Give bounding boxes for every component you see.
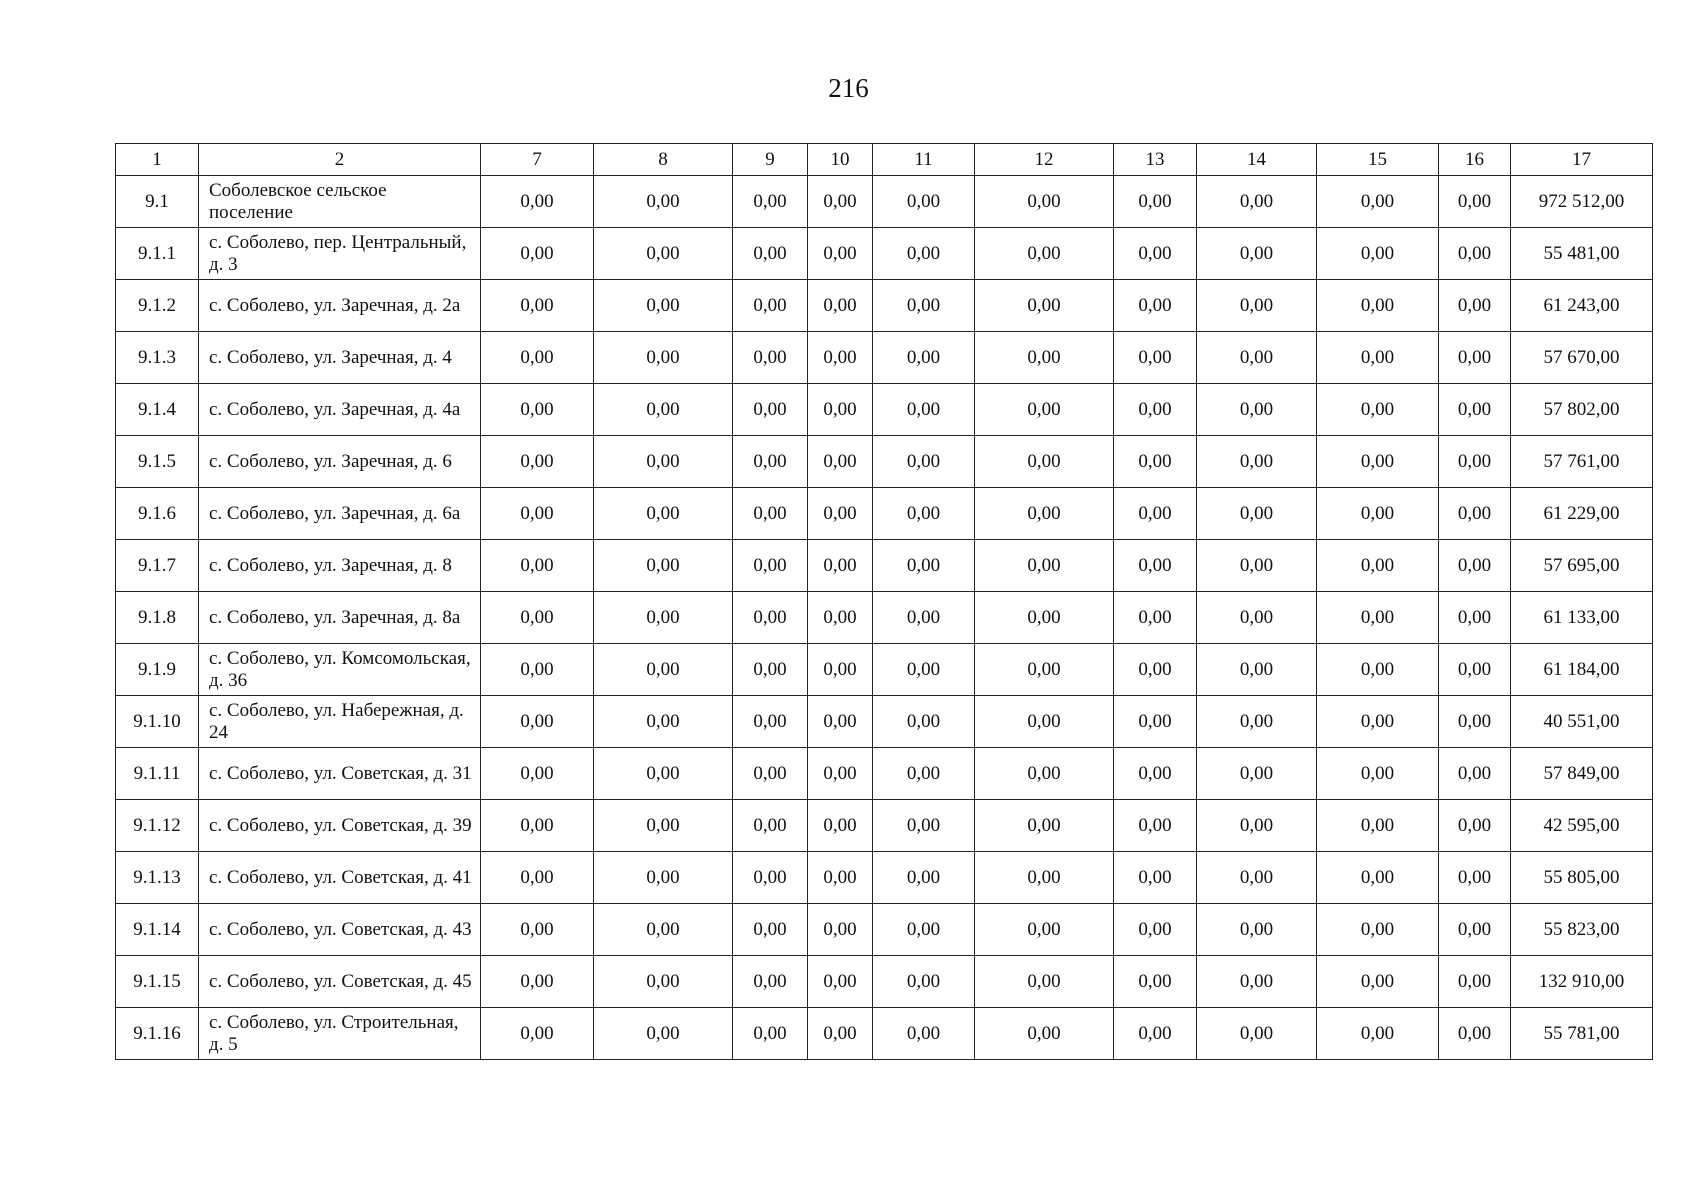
value-cell: 0,00: [481, 384, 594, 436]
value-cell: 0,00: [1439, 800, 1511, 852]
table-row: [116, 956, 1653, 1008]
value-cell: 0,00: [873, 1008, 975, 1060]
value-cell: 0,00: [1439, 280, 1511, 332]
value-cell: 0,00: [733, 540, 808, 592]
column-header: 13: [1114, 144, 1197, 176]
address-cell: с. Соболево, ул. Советская, д. 41: [199, 852, 481, 904]
value-cell: 0,00: [1317, 332, 1439, 384]
total-cell: 57 849,00: [1511, 748, 1653, 800]
value-cell: 0,00: [808, 384, 873, 436]
value-cell: 0,00: [1114, 280, 1197, 332]
value-cell: 0,00: [1197, 644, 1317, 696]
value-cell: 0,00: [481, 644, 594, 696]
table-row: [116, 488, 1653, 540]
value-cell: 0,00: [1317, 644, 1439, 696]
total-cell: 40 551,00: [1511, 696, 1653, 748]
table-row: [116, 852, 1653, 904]
total-cell: 55 823,00: [1511, 904, 1653, 956]
value-cell: 0,00: [1197, 748, 1317, 800]
value-cell: 0,00: [975, 748, 1114, 800]
row-number-cell: 9.1.6: [116, 488, 199, 540]
value-cell: 0,00: [808, 280, 873, 332]
column-header: 10: [808, 144, 873, 176]
value-cell: 0,00: [1317, 540, 1439, 592]
page-number: 216: [828, 73, 869, 103]
value-cell: 0,00: [1114, 384, 1197, 436]
value-cell: 0,00: [481, 540, 594, 592]
value-cell: 0,00: [1439, 696, 1511, 748]
table-header: [116, 144, 1653, 176]
table-row: [116, 540, 1653, 592]
total-cell: 61 184,00: [1511, 644, 1653, 696]
value-cell: 0,00: [1317, 904, 1439, 956]
value-cell: 0,00: [975, 540, 1114, 592]
row-number-cell: 9.1.10: [116, 696, 199, 748]
column-header: 11: [873, 144, 975, 176]
value-cell: 0,00: [1197, 696, 1317, 748]
value-cell: 0,00: [1114, 904, 1197, 956]
value-cell: 0,00: [1197, 800, 1317, 852]
total-cell: 972 512,00: [1511, 176, 1653, 228]
data-table: [115, 143, 1653, 1060]
value-cell: 0,00: [873, 592, 975, 644]
total-cell: 57 670,00: [1511, 332, 1653, 384]
value-cell: 0,00: [808, 436, 873, 488]
value-cell: 0,00: [1114, 800, 1197, 852]
column-header: 7: [481, 144, 594, 176]
table-row: [116, 644, 1653, 696]
column-header: 9: [733, 144, 808, 176]
value-cell: 0,00: [808, 592, 873, 644]
address-cell: с. Соболево, ул. Советская, д. 31: [199, 748, 481, 800]
total-cell: 55 481,00: [1511, 228, 1653, 280]
column-header: 14: [1197, 144, 1317, 176]
row-number-cell: 9.1.13: [116, 852, 199, 904]
row-number-cell: 9.1.8: [116, 592, 199, 644]
value-cell: 0,00: [733, 1008, 808, 1060]
row-number-cell: 9.1.4: [116, 384, 199, 436]
value-cell: 0,00: [1197, 176, 1317, 228]
value-cell: 0,00: [481, 852, 594, 904]
value-cell: 0,00: [594, 956, 733, 1008]
value-cell: 0,00: [808, 956, 873, 1008]
address-cell: с. Соболево, ул. Заречная, д. 4: [199, 332, 481, 384]
address-cell: с. Соболево, ул. Заречная, д. 6: [199, 436, 481, 488]
value-cell: 0,00: [808, 696, 873, 748]
total-cell: 57 695,00: [1511, 540, 1653, 592]
value-cell: 0,00: [1317, 696, 1439, 748]
value-cell: 0,00: [1439, 540, 1511, 592]
value-cell: 0,00: [1439, 436, 1511, 488]
address-cell: с. Соболево, ул. Заречная, д. 6а: [199, 488, 481, 540]
column-header: 8: [594, 144, 733, 176]
value-cell: 0,00: [975, 644, 1114, 696]
value-cell: 0,00: [1197, 488, 1317, 540]
value-cell: 0,00: [873, 800, 975, 852]
value-cell: 0,00: [594, 384, 733, 436]
address-cell: с. Соболево, ул. Заречная, д. 4а: [199, 384, 481, 436]
value-cell: 0,00: [1317, 436, 1439, 488]
value-cell: 0,00: [1114, 488, 1197, 540]
value-cell: 0,00: [594, 644, 733, 696]
value-cell: 0,00: [808, 644, 873, 696]
table-row: [116, 280, 1653, 332]
value-cell: 0,00: [733, 852, 808, 904]
row-number-cell: 9.1.3: [116, 332, 199, 384]
address-cell: с. Соболево, ул. Заречная, д. 2а: [199, 280, 481, 332]
table-body: [116, 176, 1653, 1060]
value-cell: 0,00: [975, 592, 1114, 644]
value-cell: 0,00: [873, 384, 975, 436]
address-cell: с. Соболево, ул. Строительная, д. 5: [199, 1008, 481, 1060]
value-cell: 0,00: [1439, 592, 1511, 644]
value-cell: 0,00: [1114, 748, 1197, 800]
value-cell: 0,00: [1197, 592, 1317, 644]
value-cell: 0,00: [873, 956, 975, 1008]
address-cell: с. Соболево, ул. Заречная, д. 8: [199, 540, 481, 592]
table-row: [116, 800, 1653, 852]
column-header: 1: [116, 144, 199, 176]
value-cell: 0,00: [733, 748, 808, 800]
table-row: [116, 436, 1653, 488]
column-header: 2: [199, 144, 481, 176]
value-cell: 0,00: [873, 280, 975, 332]
row-number-cell: 9.1.7: [116, 540, 199, 592]
address-cell: Соболевское сельское поселение: [199, 176, 481, 228]
value-cell: 0,00: [808, 852, 873, 904]
value-cell: 0,00: [733, 644, 808, 696]
value-cell: 0,00: [1317, 592, 1439, 644]
value-cell: 0,00: [975, 800, 1114, 852]
value-cell: 0,00: [481, 1008, 594, 1060]
value-cell: 0,00: [594, 852, 733, 904]
value-cell: 0,00: [808, 904, 873, 956]
value-cell: 0,00: [733, 436, 808, 488]
row-number-cell: 9.1.16: [116, 1008, 199, 1060]
value-cell: 0,00: [1114, 436, 1197, 488]
value-cell: 0,00: [1439, 956, 1511, 1008]
value-cell: 0,00: [1439, 644, 1511, 696]
column-header: 15: [1317, 144, 1439, 176]
value-cell: 0,00: [594, 1008, 733, 1060]
value-cell: 0,00: [594, 332, 733, 384]
value-cell: 0,00: [1197, 904, 1317, 956]
value-cell: 0,00: [1439, 488, 1511, 540]
value-cell: 0,00: [1114, 1008, 1197, 1060]
value-cell: 0,00: [733, 696, 808, 748]
value-cell: 0,00: [481, 488, 594, 540]
value-cell: 0,00: [975, 956, 1114, 1008]
value-cell: 0,00: [481, 904, 594, 956]
value-cell: 0,00: [873, 488, 975, 540]
value-cell: 0,00: [975, 904, 1114, 956]
value-cell: 0,00: [1114, 176, 1197, 228]
value-cell: 0,00: [873, 228, 975, 280]
row-number-cell: 9.1.5: [116, 436, 199, 488]
value-cell: 0,00: [733, 592, 808, 644]
value-cell: 0,00: [1439, 176, 1511, 228]
value-cell: 0,00: [808, 540, 873, 592]
row-number-cell: 9.1.12: [116, 800, 199, 852]
row-number-cell: 9.1: [116, 176, 199, 228]
total-cell: 61 229,00: [1511, 488, 1653, 540]
value-cell: 0,00: [1317, 384, 1439, 436]
value-cell: 0,00: [594, 280, 733, 332]
value-cell: 0,00: [1317, 956, 1439, 1008]
value-cell: 0,00: [594, 800, 733, 852]
value-cell: 0,00: [873, 852, 975, 904]
value-cell: 0,00: [1439, 332, 1511, 384]
value-cell: 0,00: [594, 228, 733, 280]
value-cell: 0,00: [1197, 852, 1317, 904]
total-cell: 61 133,00: [1511, 592, 1653, 644]
value-cell: 0,00: [594, 488, 733, 540]
value-cell: 0,00: [1114, 228, 1197, 280]
header-row: [116, 144, 1653, 176]
value-cell: 0,00: [481, 228, 594, 280]
value-cell: 0,00: [733, 800, 808, 852]
value-cell: 0,00: [975, 228, 1114, 280]
total-cell: 55 805,00: [1511, 852, 1653, 904]
table-row: [116, 176, 1653, 228]
value-cell: 0,00: [1197, 540, 1317, 592]
value-cell: 0,00: [1317, 748, 1439, 800]
value-cell: 0,00: [1197, 1008, 1317, 1060]
value-cell: 0,00: [1114, 956, 1197, 1008]
table-row: [116, 904, 1653, 956]
row-number-cell: 9.1.2: [116, 280, 199, 332]
value-cell: 0,00: [1439, 384, 1511, 436]
value-cell: 0,00: [1317, 800, 1439, 852]
value-cell: 0,00: [808, 332, 873, 384]
value-cell: 0,00: [1317, 280, 1439, 332]
value-cell: 0,00: [1197, 956, 1317, 1008]
value-cell: 0,00: [975, 488, 1114, 540]
value-cell: 0,00: [975, 332, 1114, 384]
value-cell: 0,00: [808, 488, 873, 540]
value-cell: 0,00: [1114, 852, 1197, 904]
value-cell: 0,00: [975, 384, 1114, 436]
value-cell: 0,00: [873, 332, 975, 384]
value-cell: 0,00: [733, 332, 808, 384]
value-cell: 0,00: [733, 384, 808, 436]
row-number-cell: 9.1.11: [116, 748, 199, 800]
row-number-cell: 9.1.14: [116, 904, 199, 956]
column-header: 16: [1439, 144, 1511, 176]
value-cell: 0,00: [1439, 1008, 1511, 1060]
value-cell: 0,00: [1439, 748, 1511, 800]
table-row: [116, 696, 1653, 748]
value-cell: 0,00: [975, 696, 1114, 748]
value-cell: 0,00: [481, 696, 594, 748]
value-cell: 0,00: [733, 488, 808, 540]
value-cell: 0,00: [873, 696, 975, 748]
address-cell: с. Соболево, ул. Комсомольская, д. 36: [199, 644, 481, 696]
total-cell: 57 761,00: [1511, 436, 1653, 488]
value-cell: 0,00: [481, 176, 594, 228]
value-cell: 0,00: [1197, 228, 1317, 280]
value-cell: 0,00: [481, 592, 594, 644]
value-cell: 0,00: [1317, 488, 1439, 540]
value-cell: 0,00: [733, 280, 808, 332]
value-cell: 0,00: [481, 280, 594, 332]
value-cell: 0,00: [1317, 852, 1439, 904]
value-cell: 0,00: [594, 436, 733, 488]
value-cell: 0,00: [733, 956, 808, 1008]
address-cell: с. Соболево, ул. Советская, д. 43: [199, 904, 481, 956]
address-cell: с. Соболево, ул. Набережная, д. 24: [199, 696, 481, 748]
row-number-cell: 9.1.9: [116, 644, 199, 696]
value-cell: 0,00: [733, 176, 808, 228]
value-cell: 0,00: [481, 748, 594, 800]
value-cell: 0,00: [808, 176, 873, 228]
total-cell: 55 781,00: [1511, 1008, 1653, 1060]
value-cell: 0,00: [808, 748, 873, 800]
value-cell: 0,00: [1197, 332, 1317, 384]
value-cell: 0,00: [594, 696, 733, 748]
table-row: [116, 332, 1653, 384]
value-cell: 0,00: [873, 644, 975, 696]
row-number-cell: 9.1.1: [116, 228, 199, 280]
value-cell: 0,00: [873, 904, 975, 956]
address-cell: с. Соболево, ул. Советская, д. 39: [199, 800, 481, 852]
total-cell: 42 595,00: [1511, 800, 1653, 852]
value-cell: 0,00: [975, 280, 1114, 332]
value-cell: 0,00: [808, 800, 873, 852]
total-cell: 57 802,00: [1511, 384, 1653, 436]
value-cell: 0,00: [481, 956, 594, 1008]
value-cell: 0,00: [873, 748, 975, 800]
row-number-cell: 9.1.15: [116, 956, 199, 1008]
value-cell: 0,00: [1439, 228, 1511, 280]
total-cell: 132 910,00: [1511, 956, 1653, 1008]
table-row: [116, 748, 1653, 800]
address-cell: с. Соболево, ул. Заречная, д. 8а: [199, 592, 481, 644]
value-cell: 0,00: [1197, 280, 1317, 332]
value-cell: 0,00: [808, 1008, 873, 1060]
value-cell: 0,00: [481, 332, 594, 384]
value-cell: 0,00: [594, 904, 733, 956]
value-cell: 0,00: [1439, 904, 1511, 956]
value-cell: 0,00: [1317, 1008, 1439, 1060]
value-cell: 0,00: [1114, 696, 1197, 748]
value-cell: 0,00: [1197, 436, 1317, 488]
address-cell: с. Соболево, пер. Центральный, д. 3: [199, 228, 481, 280]
value-cell: 0,00: [733, 904, 808, 956]
value-cell: 0,00: [481, 800, 594, 852]
value-cell: 0,00: [975, 176, 1114, 228]
value-cell: 0,00: [1114, 592, 1197, 644]
value-cell: 0,00: [1317, 176, 1439, 228]
column-header: 17: [1511, 144, 1653, 176]
value-cell: 0,00: [481, 436, 594, 488]
value-cell: 0,00: [1114, 644, 1197, 696]
table-row: [116, 1008, 1653, 1060]
value-cell: 0,00: [733, 228, 808, 280]
value-cell: 0,00: [594, 748, 733, 800]
value-cell: 0,00: [873, 176, 975, 228]
value-cell: 0,00: [975, 436, 1114, 488]
value-cell: 0,00: [873, 540, 975, 592]
value-cell: 0,00: [808, 228, 873, 280]
column-header: 12: [975, 144, 1114, 176]
value-cell: 0,00: [975, 1008, 1114, 1060]
value-cell: 0,00: [594, 176, 733, 228]
value-cell: 0,00: [873, 436, 975, 488]
value-cell: 0,00: [594, 592, 733, 644]
value-cell: 0,00: [1317, 228, 1439, 280]
table-row: [116, 384, 1653, 436]
value-cell: 0,00: [975, 852, 1114, 904]
table-row: [116, 592, 1653, 644]
table-row: [116, 228, 1653, 280]
value-cell: 0,00: [1439, 852, 1511, 904]
total-cell: 61 243,00: [1511, 280, 1653, 332]
address-cell: с. Соболево, ул. Советская, д. 45: [199, 956, 481, 1008]
value-cell: 0,00: [594, 540, 733, 592]
value-cell: 0,00: [1197, 384, 1317, 436]
value-cell: 0,00: [1114, 540, 1197, 592]
value-cell: 0,00: [1114, 332, 1197, 384]
